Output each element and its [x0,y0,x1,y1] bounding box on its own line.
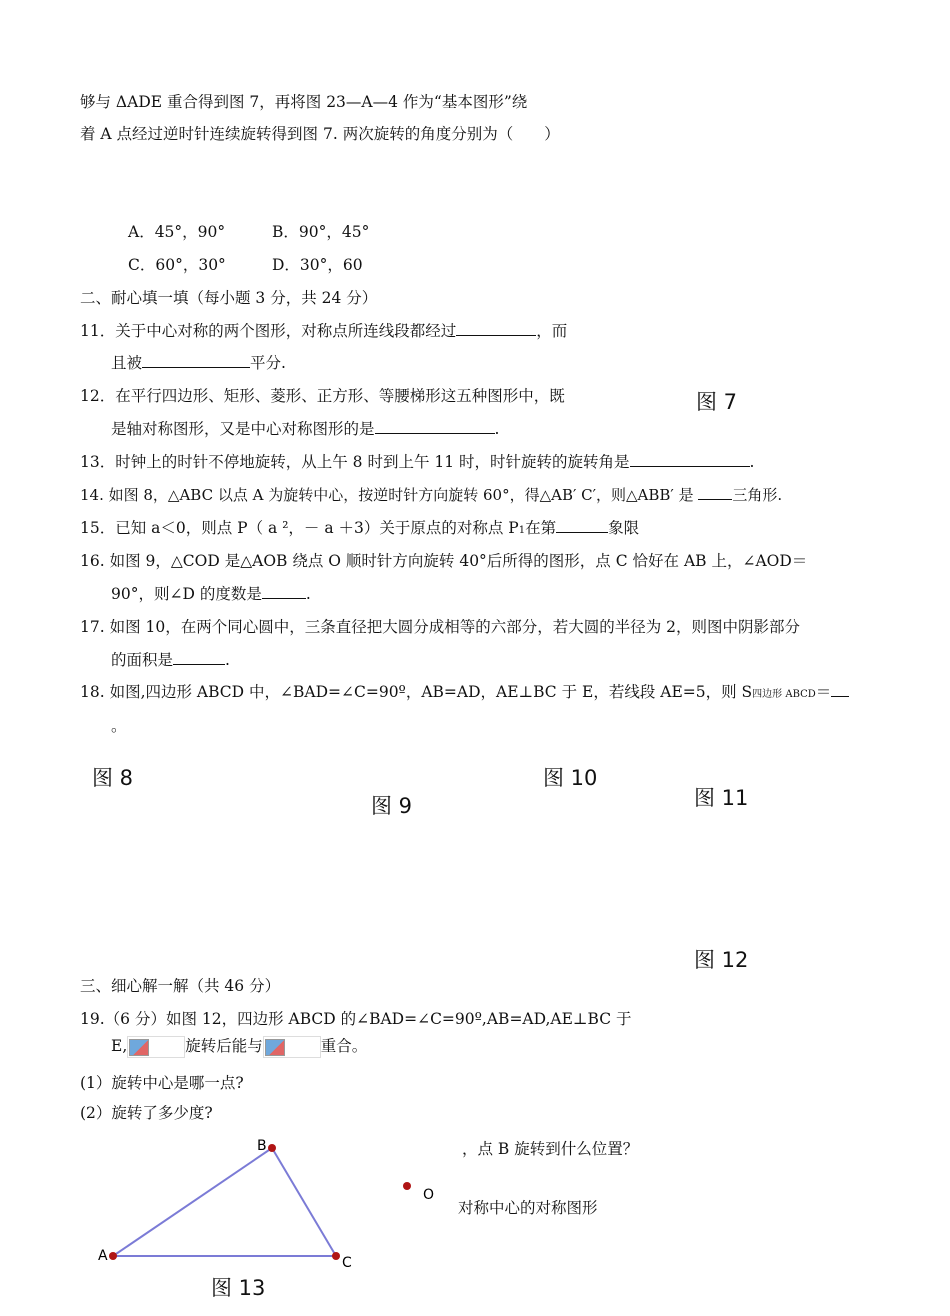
figure-12-caption: 图 12 [694,948,749,972]
q18-blank [831,682,849,697]
q14-blank [698,485,732,500]
option-b: B．90°，45° [272,223,370,241]
q16-end: . [305,585,311,603]
question-18-end: 。 [111,717,127,735]
figure-7-caption: 图 7 [696,390,738,414]
label-c: C [342,1255,352,1271]
q17-end: . [225,651,230,669]
q16-blank [262,584,306,599]
section-3-heading: 三、细心解一解（共 46 分） [80,977,281,995]
q11-text-c: 且被 [111,354,143,372]
question-16: 16. 如图 9，△COD 是△AOB 绕点 O 顺时针方向旋转 40°后所得的图形，点 C 恰好在 AB 上，∠AOD＝ [80,552,808,570]
q11-text-d: 平分. [250,354,286,372]
question-19-cont [111,1036,367,1058]
q16-text-b: 90°，则∠D 的度数是 [111,585,262,603]
broken-image-icon-2 [263,1036,321,1058]
q11-text-a: 11．关于中心对称的两个图形，对称点所连线段都经过 [80,322,457,340]
q15-text-b: 在第 [525,519,557,537]
q12-blank [375,419,495,434]
q19-text-e: E, [111,1037,128,1055]
figure-8-caption: 图 8 [92,766,134,790]
q14-text: 14. 如图 8，△ABC 以点 A 为旋转中心，按逆时针方向旋转 60°，得△AB′ C′，则△ABB′ 是 [80,486,694,504]
q18-subscript: 四边形 ABCD [752,689,816,700]
question-17: 17. 如图 10，在两个同心圆中，三条直径把大圆分成相等的六部分，若大圆的半径为 2，则图中阴影部分 [80,618,801,636]
q19-text-rot: 旋转后能与 [185,1037,263,1055]
question-17-cont [111,650,230,670]
question-16-cont [111,584,311,604]
question-11-cont [111,353,286,373]
question-15 [80,518,639,541]
question-12-cont [111,419,499,439]
q18-text: 18. 如图,四边形 ABCD 中，∠BAD=∠C=90º，AB=AD，AE⊥BC 于 E，若线段 AE=5，则 S [80,683,753,701]
q15-text: 15．已知 a＜0，则点 P（ a ²，－ a ＋3）关于原点的对称点 P [80,519,519,537]
text-line-1: 够与 ΔADE 重合得到图 7，再将图 23—A—4 作为“基本图形”绕 [80,93,528,111]
q11-blank-1 [456,321,536,336]
label-a: A [98,1248,108,1264]
side-bc [272,1148,336,1256]
q11-text-b: ，而 [536,322,568,340]
q15-subscript: 1 [518,525,526,536]
triangle-diagram [90,1128,450,1278]
question-19-part-2-clipped: (2）旋转了多少度? [80,1104,213,1122]
q19-text-coincide: 重合。 [320,1037,368,1055]
point-a [109,1252,117,1260]
point-o [403,1182,411,1190]
figure-13-caption: 图 13 [211,1276,266,1300]
figure-10-caption: 图 10 [543,766,598,790]
point-c [332,1252,340,1260]
fragment-text-2: 对称中心的对称图形 [458,1199,598,1217]
option-c: C．60°，30° [128,256,226,274]
text-line-2: 着 A 点经过逆时针连续旋转得到图 7. 两次旋转的角度分别为（ ） [80,125,560,143]
q17-text-b: 的面积是 [111,651,174,669]
label-b: B [257,1138,267,1154]
q13-end: . [749,453,755,471]
section-2-heading: 二、耐心填一填（每小题 3 分，共 24 分） [80,289,378,307]
question-11 [80,321,567,341]
q12-text-b: 是轴对称图形，又是中心对称图形的是 [111,420,375,438]
question-14 [80,485,782,505]
option-a: A．45°，90° [128,223,226,241]
question-12: 12．在平行四边形、矩形、菱形、正方形、等腰梯形这五种图形中，既 [80,387,565,405]
q14-end: 三角形. [732,486,783,504]
side-ab [113,1148,272,1256]
q12-text-c: . [494,420,500,438]
q13-blank [630,452,750,467]
q17-blank [173,650,225,665]
q13-text: 13．时钟上的时针不停地旋转，从上午 8 时到上午 11 时，时针旋转的旋转角是 [80,453,630,471]
label-o: O [423,1187,435,1203]
question-13 [80,452,754,472]
q15-end: 象限 [608,519,640,537]
broken-image-icon-1 [127,1036,185,1058]
q11-blank-2 [142,353,250,368]
question-19-part-1: (1）旋转中心是哪一点? [80,1074,244,1092]
option-d: D．30°，60 [272,256,363,274]
question-19: 19.（6 分）如图 12，四边形 ABCD 的∠BAD=∠C=90º,AB=AD,AE⊥BC 于 [80,1010,632,1028]
question-18 [80,682,849,705]
q18-text-b: ＝ [815,683,832,701]
figure-9-caption: 图 9 [371,794,413,818]
fragment-text-1: ，点 B 旋转到什么位置？ [462,1140,639,1158]
figure-11-caption: 图 11 [694,786,749,810]
point-b [268,1144,276,1152]
q15-blank [556,518,608,533]
